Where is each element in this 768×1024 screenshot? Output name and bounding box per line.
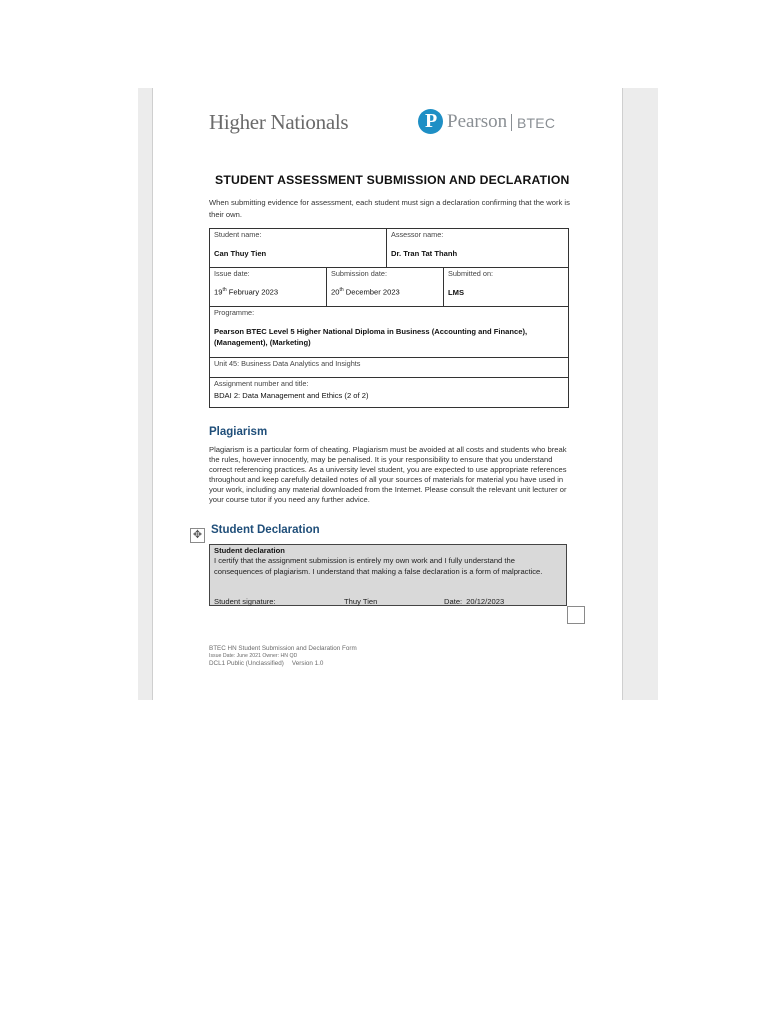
student-declaration-heading: Student Declaration [211,524,320,536]
issue-date-value: 19th February 2023 [214,287,279,297]
table-row [210,307,568,358]
page-edge-right [622,88,623,700]
signature-label: Student signature: [214,597,276,606]
table-row [210,229,568,268]
student-name-value: Can Thuy Tien [214,249,267,258]
issue-date-label: Issue date: [214,269,250,278]
signature-value: Thuy Tien [344,597,378,606]
programme-cell[interactable] [210,307,568,357]
pearson-logo-icon: P [418,109,443,134]
pearson-brand: Pearson [447,111,508,132]
table-row [210,358,568,378]
footer-line-2: Issue Date: June 2021 Owner: HN QD [209,653,298,659]
page-margin-right [622,88,658,700]
declaration-box[interactable] [209,544,567,606]
assessor-name-cell[interactable] [386,229,568,267]
plagiarism-text: Plagiarism is a particular form of cheating. Plagiarism must be avoided at all costs and students who break the rules, however innocently, may be penalised. It is your responsibility to ensure that you understand correct referencing practices. As a university level student, you are expected to use appropriate references throughout and keep carefully detailed notes of all your sources of materials for material you have used in your work, including any material downloaded from the Internet. Please consult the relevant unit lecturer or your course tutor if you need any further advice. [209,445,567,505]
footer-line-3: DCL1 Public (Unclassified) Version 1.0 [209,660,324,667]
submission-date-cell[interactable] [326,268,443,306]
issue-date-cell[interactable] [210,268,326,306]
document-footer [209,644,357,668]
date-value[interactable]: 20/12/2023 [466,597,505,606]
btec-brand: BTEC [517,115,556,131]
submission-details-table [209,228,569,408]
declaration-box-title: Student declaration [214,546,285,555]
page-margin-left [138,88,153,700]
form-title: STUDENT ASSESSMENT SUBMISSION AND DECLARATION [215,173,570,187]
programme-label: Programme: [214,308,255,317]
higher-nationals-title: Higher Nationals [209,110,349,134]
signature-row [214,597,504,606]
form-intro: When submitting evidence for assessment, each student must sign a declaration confirming that the work is their own. [209,198,570,219]
brand-separator [511,114,512,131]
unit-value: Unit 45: Business Data Analytics and Insights [214,359,361,368]
submitted-on-cell[interactable] [443,268,568,306]
footer-line-1: BTEC HN Student Submission and Declaration Form [209,645,357,652]
plagiarism-heading: Plagiarism [209,426,268,438]
declaration-text: I certify that the assignment submission is entirely my own work and I fully understand the consequences of plagiarism. I understand that making a false declaration is a form of malpractice. [214,556,543,576]
date-label: Date: [444,597,463,606]
unit-cell[interactable] [210,358,568,377]
table-resize-handle-icon[interactable] [567,606,585,624]
assignment-cell[interactable] [210,378,568,407]
assessor-name-label: Assessor name: [391,230,444,239]
table-move-handle-icon[interactable]: ✥ [190,528,205,543]
student-name-cell[interactable] [210,229,386,267]
assessor-name-value: Dr. Tran Tat Thanh [391,249,458,258]
submitted-on-value: LMS [448,288,465,297]
submission-date-label: Submission date: [331,269,387,278]
table-row [210,268,568,307]
submitted-on-label: Submitted on: [448,269,494,278]
table-row [210,378,568,408]
programme-value: Pearson BTEC Level 5 Higher National Diploma in Business (Accounting and Finance), (Management), (Marketing) [214,327,528,347]
student-name-label: Student name: [214,230,262,239]
assignment-value: BDAI 2: Data Management and Ethics (2 of 2) [214,391,369,400]
submission-date-value: 20th December 2023 [331,287,400,297]
assignment-label: Assignment number and title: [214,379,309,388]
